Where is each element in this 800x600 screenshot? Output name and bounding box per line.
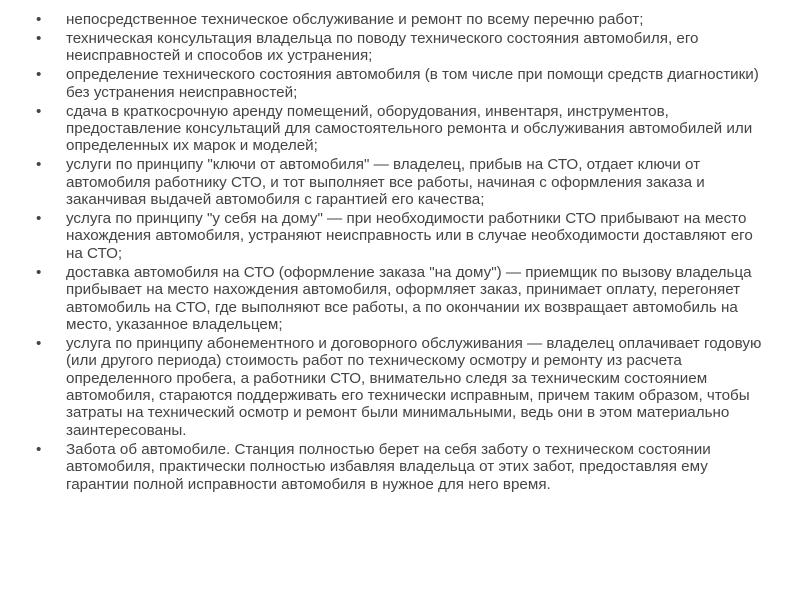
list-item [36, 30, 766, 65]
list-item [36, 11, 766, 28]
bullet-icon: • [36, 156, 42, 174]
list-item-text: доставка автомобиля на СТО (оформление заказа "на дому") — приемщик по вызову владельца прибывает на место нахождения автомобиля, оформляет заказ, принимает оплату, перегоняет автомобиль на СТО, где выполняют все работы, а по окончании их возвращает автомобиль на место, указанное владельцем; [66, 263, 752, 333]
list-item [36, 264, 766, 334]
list-item-text: услуга по принципу абонементного и договорного обслуживания — владелец оплачивает годовую (или другого периода) стоимость работ по техническому осмотру и ремонту из расчета определенного пробега, а работники СТО, внимательно следя за техническим состоянием автомобиля, стараются поддерживать его технически исправным, причем таким образом, чтобы затраты на технический осмотр и ремонт были минимальными, ведь они в этом материально заинтересованы. [66, 334, 762, 439]
bullet-icon: • [36, 102, 42, 120]
list-item [36, 441, 766, 493]
list-item-text: Забота об автомобиле. Станция полностью берет на себя заботу о техническом состоянии автомобиля, практически полностью избавляя владельца от этих забот, предоставляя ему гарантии полной исправности автомобиля в нужное для него время. [66, 440, 711, 493]
list-item [36, 66, 766, 101]
list-item-text: определение технического состояния автомобиля (в том числе при помощи средств диагностики) без устранения неисправностей; [66, 66, 759, 101]
list-item [36, 335, 766, 439]
list-item-text: непосредственное техническое обслуживание и ремонт по всему перечню работ; [66, 11, 644, 28]
list-item [36, 156, 766, 208]
list-item-text: сдача в краткосрочную аренду помещений, оборудования, инвентаря, инструментов, предоставление консультаций для самостоятельного ремонта и обслуживания автомобилей или определенных их марок и моделей; [66, 102, 753, 155]
bullet-icon: • [36, 209, 42, 227]
bullet-icon: • [36, 29, 42, 47]
list-item-text: услуги по принципу "ключи от автомобиля" — владелец, прибыв на СТО, отдает ключи от автомобиля работнику СТО, и тот выполняет все работы, начиная с оформления заказа и заканчивая выдачей автомобиля с гарантией его качества; [66, 156, 705, 209]
list-item-text: техническая консультация владельца по поводу технического состояния автомобиля, его неисправностей и способов их устранения; [66, 29, 699, 65]
list-item [36, 210, 766, 262]
bullet-icon: • [36, 440, 42, 458]
bullet-list [36, 11, 766, 494]
list-item [36, 103, 766, 155]
bullet-icon: • [36, 11, 42, 28]
bullet-icon: • [36, 334, 42, 352]
bullet-icon: • [36, 66, 42, 84]
list-item-text: услуга по принципу "у себя на дому" — при необходимости работники СТО прибывают на место нахождения автомобиля, устраняют неисправность или в случае необходимости доставляют его на СТО; [66, 209, 753, 262]
bullet-icon: • [36, 263, 42, 281]
